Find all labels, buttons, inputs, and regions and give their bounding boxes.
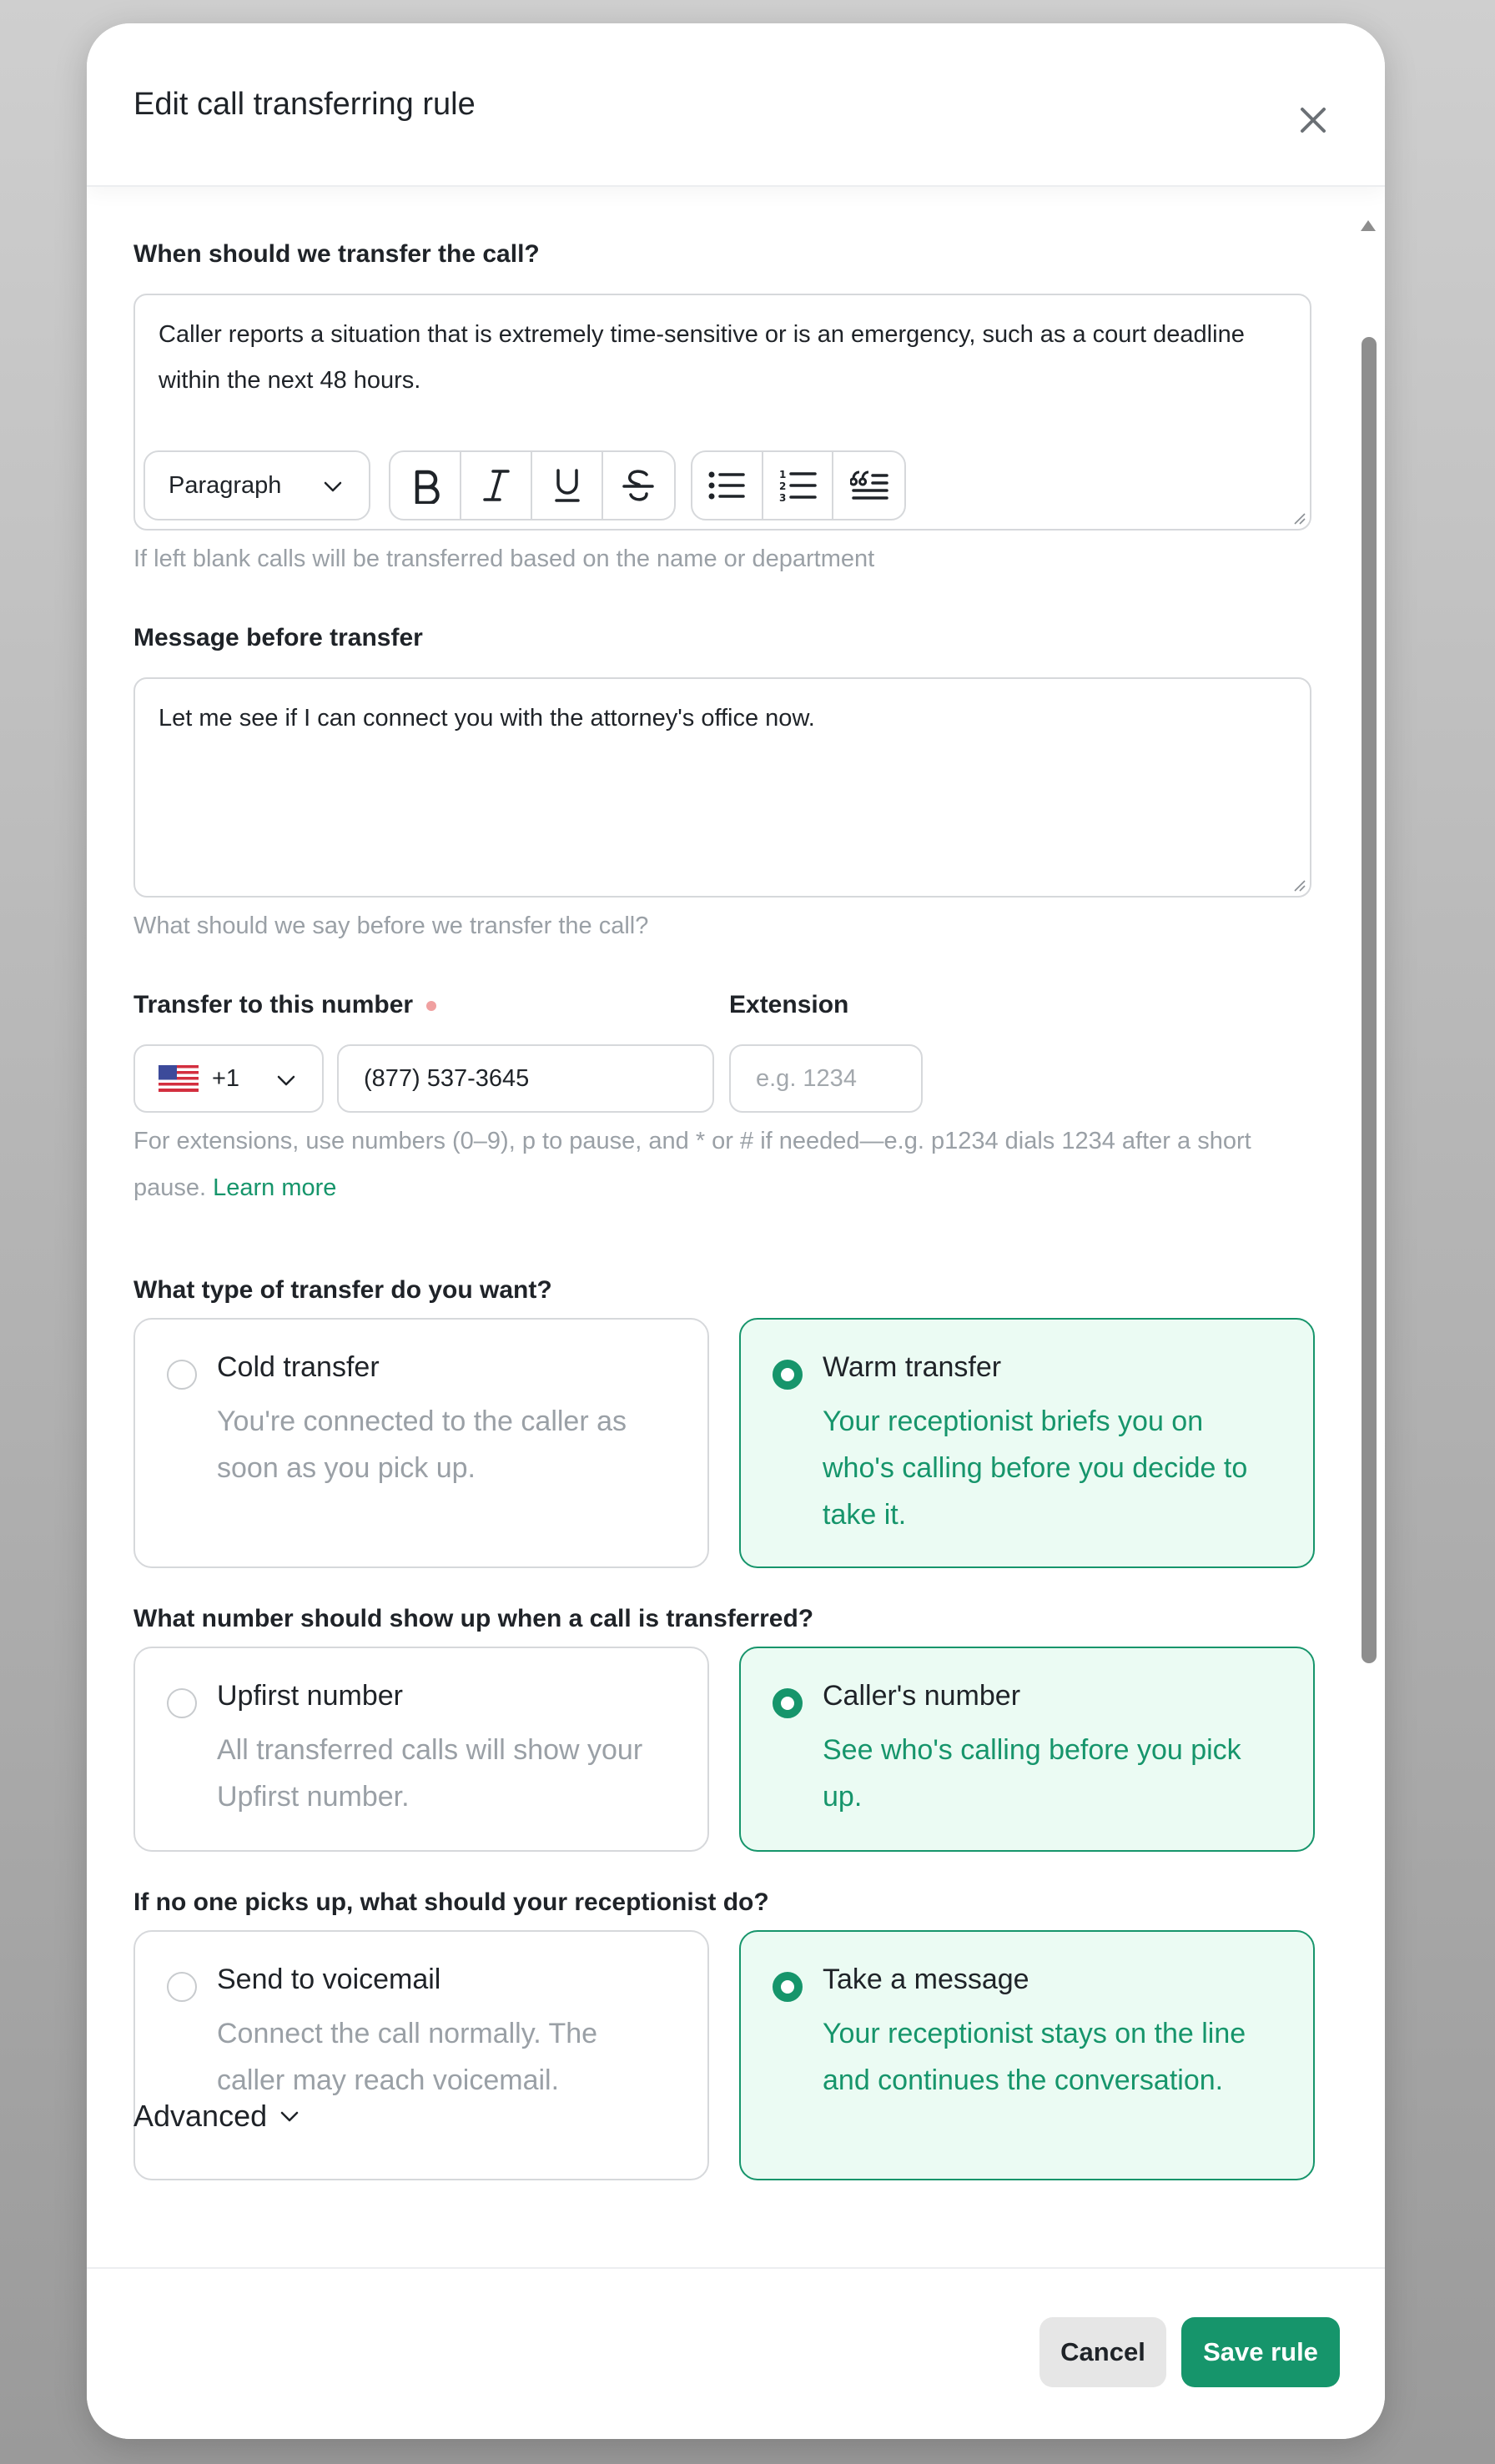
message-input[interactable] [133,677,1311,898]
italic-button[interactable] [461,452,532,519]
option-description: Connect the call normally. The caller may reach voicemail. [217,2018,598,2096]
bold-button[interactable] [390,452,461,519]
scroll-up-arrow-icon[interactable] [1358,217,1378,234]
format-toolbar [389,450,676,520]
chevron-down-icon [279,2105,300,2127]
when-label: When should we transfer the call? [133,240,540,268]
italic-icon [480,467,513,504]
option-title: Take a message [823,1964,1029,1995]
svg-text:3: 3 [779,492,787,504]
svg-text:1: 1 [779,469,787,480]
background-page [0,108,83,158]
message-label: Message before transfer [133,624,423,651]
bullet-list-button[interactable] [692,452,763,519]
underline-icon [551,467,584,504]
learn-more-link[interactable]: Learn more [213,1174,337,1201]
phone-number-input[interactable] [337,1044,714,1113]
dialog-footer [87,2267,1385,2439]
phone-number-value: (877) 537-3645 [364,1064,530,1092]
option-title: Send to voicemail [217,1964,441,1995]
extension-label: Extension [729,991,849,1018]
take-a-message-radio[interactable] [773,1972,803,2002]
close-icon [1298,105,1328,135]
callers-number-radio[interactable] [773,1688,803,1718]
cold-transfer-radio[interactable] [167,1360,197,1390]
chevron-down-icon [275,1069,297,1091]
option-title: Warm transfer [823,1351,1002,1383]
when-help: If left blank calls will be transferred based on the name or department [133,546,875,572]
option-title: Caller's number [823,1680,1021,1712]
numbered-list-button[interactable] [763,452,834,519]
option-title: Cold transfer [217,1351,380,1383]
extension-help [133,1118,1318,1211]
strikethrough-icon [620,467,657,504]
advanced-label: Advanced [133,2099,268,2133]
option-title: Upfirst number [217,1680,403,1712]
edit-rule-dialog [87,23,1385,2439]
message-help: What should we say before we transfer the call? [133,913,649,939]
blockquote-icon [850,469,888,502]
extension-placeholder: e.g. 1234 [756,1064,857,1092]
cancel-button[interactable]: Cancel [1039,2317,1166,2387]
option-description: All transferred calls will show your Upfirst number. [217,1734,643,1813]
underline-button[interactable] [532,452,603,519]
dialog-title: Edit call transferring rule [133,87,476,122]
country-code-value: +1 [212,1064,240,1092]
close-button[interactable] [1295,102,1331,138]
svg-text:2: 2 [779,480,787,492]
transfer-number-label-text: Transfer to this number [133,991,414,1018]
upfirst-number-option[interactable] [133,1647,709,1852]
dialog-header [87,23,1385,187]
option-description: Your receptionist briefs you on who's calling before you decide to take it. [823,1405,1248,1531]
cold-transfer-option[interactable] [133,1318,709,1568]
message-text[interactable]: Let me see if I can connect you with the attorney's office now. [159,705,815,732]
option-description: See who's calling before you pick up. [823,1734,1241,1813]
blockquote-button[interactable] [833,452,904,519]
extension-help-text: For extensions, use numbers (0–9), p to pause, and * or # if needed—e.g. p1234 dials 1234 after a short pause. [133,1128,1251,1201]
save-rule-button[interactable]: Save rule [1181,2317,1340,2387]
block-type-value: Paragraph [169,471,282,499]
us-flag-icon [159,1065,199,1092]
bullet-list-icon [707,469,746,502]
upfirst-number-radio[interactable] [167,1688,197,1718]
no-pickup-label: If no one picks up, what should your receptionist do? [133,1888,769,1916]
callers-number-option[interactable] [739,1647,1315,1852]
dialog-body [87,187,1385,2297]
chevron-down-icon [322,475,344,497]
caller-id-label: What number should show up when a call is transferred? [133,1605,814,1632]
send-to-voicemail-option[interactable] [133,1930,709,2180]
list-toolbar [691,450,906,520]
transfer-type-label: What type of transfer do you want? [133,1276,552,1304]
option-description: Your receptionist stays on the line and continues the conversation. [823,2018,1246,2096]
resize-grip-icon[interactable] [1290,509,1306,525]
required-indicator [426,1001,436,1011]
take-a-message-option[interactable] [739,1930,1315,2180]
block-type-select[interactable] [143,450,370,520]
resize-grip-icon[interactable] [1290,876,1306,893]
when-editor[interactable] [133,294,1311,531]
bold-icon [409,467,442,504]
advanced-toggle[interactable] [133,2099,300,2134]
extension-input[interactable] [729,1044,923,1113]
warm-transfer-radio[interactable] [773,1360,803,1390]
warm-transfer-option[interactable] [739,1318,1315,1568]
strikethrough-button[interactable] [603,452,674,519]
numbered-list-icon [778,467,817,504]
send-to-voicemail-radio[interactable] [167,1972,197,2002]
scrollbar-thumb[interactable] [1362,337,1377,1663]
option-description: You're connected to the caller as soon as you pick up. [217,1405,627,1484]
transfer-number-label [133,991,436,1019]
when-editor-text[interactable]: Caller reports a situation that is extremely time-sensitive or is an emergency, such as a court deadline within the next 48 hours. [159,321,1245,394]
country-code-select[interactable] [133,1044,324,1113]
